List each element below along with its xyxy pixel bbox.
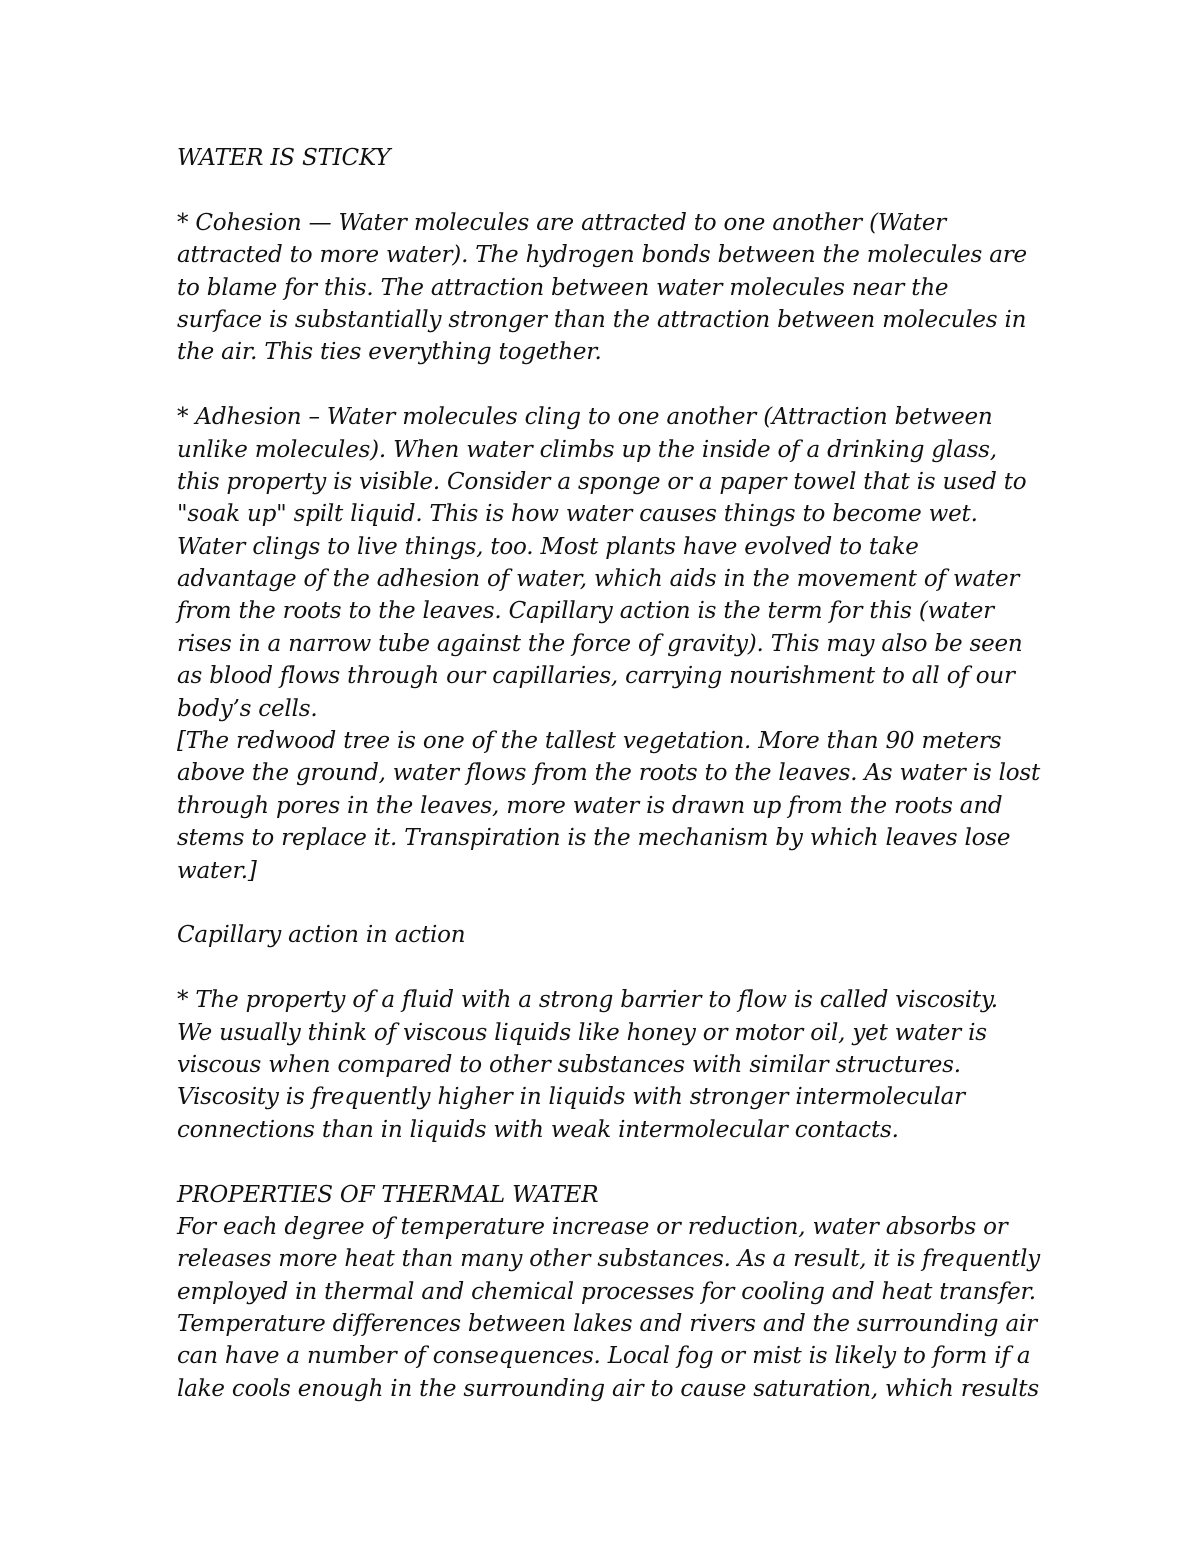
paragraph-line: lake cools enough in the surrounding air to cause saturation, which results	[177, 1375, 1039, 1402]
viscosity-paragraph	[177, 984, 1037, 1146]
cohesion-paragraph	[177, 207, 1037, 369]
paragraph-spacer	[177, 174, 1037, 206]
paragraph-line: above the ground, water flows from the roots to the leaves. As water is lost	[177, 760, 1040, 787]
thermal-paragraph	[177, 1211, 1040, 1405]
paragraph-line: advantage of the adhesion of water, which aids in the movement of water	[177, 566, 1020, 593]
paragraph-line: body’s cells.	[177, 695, 318, 722]
paragraph-line: * Cohesion — Water molecules are attracted to one another (Water	[177, 209, 947, 236]
paragraph-line: For each degree of temperature increase or reduction, water absorbs or	[177, 1213, 1008, 1240]
paragraph-line: as blood flows through our capillaries, carrying nourishment to all of our	[177, 663, 1015, 690]
paragraph-line: We usually think of viscous liquids like honey or motor oil, yet water is	[177, 1019, 987, 1046]
paragraph-line: Water clings to live things, too. Most plants have evolved to take	[177, 533, 919, 560]
paragraph-line: through pores in the leaves, more water is drawn up from the roots and	[177, 792, 1003, 819]
paragraph-spacer	[177, 952, 1037, 984]
paragraph-line: from the roots to the leaves. Capillary action is the term for this (water	[177, 598, 994, 625]
paragraph-line: "soak up" spilt liquid. This is how water causes things to become wet.	[177, 501, 978, 528]
paragraph-line: [The redwood tree is one of the tallest vegetation. More than 90 meters	[177, 728, 1002, 755]
paragraph-line: viscous when compared to other substances with similar structures.	[177, 1051, 961, 1078]
paragraph-line: Temperature differences between lakes and rivers and the surrounding air	[177, 1311, 1037, 1338]
paragraph-spacer	[177, 369, 1037, 401]
paragraph-spacer	[177, 1146, 1037, 1178]
paragraph-line: Viscosity is frequently higher in liquids with stronger intermolecular	[177, 1084, 965, 1111]
adhesion-paragraph	[177, 401, 1037, 725]
paragraph-line: rises in a narrow tube against the force of gravity). This may also be seen	[177, 630, 1023, 657]
paragraph-line: * The property of a fluid with a strong barrier to flow is called viscosity.	[177, 987, 998, 1014]
document-title: WATER IS STICKY	[177, 145, 391, 171]
paragraph-spacer	[177, 887, 1037, 919]
paragraph-line: connections than in liquids with weak intermolecular contacts.	[177, 1116, 899, 1143]
paragraph-line: employed in thermal and chemical processes for cooling and heat transfer.	[177, 1278, 1036, 1305]
paragraph-line: can have a number of consequences. Local fog or mist is likely to form if a	[177, 1343, 1031, 1370]
paragraph-line: the air. This ties everything together.	[177, 339, 602, 366]
document-body	[177, 142, 1040, 1405]
paragraph-line: unlike molecules). When water climbs up the inside of a drinking glass,	[177, 436, 997, 463]
paragraph-line: water.]	[177, 857, 257, 884]
paragraph-line: surface is substantially stronger than the attraction between molecules in	[177, 306, 1027, 333]
capillary-caption: Capillary action in action	[177, 922, 466, 949]
redwood-paragraph	[177, 725, 1040, 887]
paragraph-line: to blame for this. The attraction between water molecules near the	[177, 274, 949, 301]
paragraph-line: this property is visible. Consider a sponge or a paper towel that is used to	[177, 468, 1027, 495]
thermal-heading: PROPERTIES OF THERMAL WATER	[177, 1181, 599, 1208]
paragraph-line: releases more heat than many other substances. As a result, it is frequently	[177, 1246, 1040, 1273]
paragraph-line: stems to replace it. Transpiration is the mechanism by which leaves lose	[177, 825, 1011, 852]
paragraph-line: * Adhesion – Water molecules cling to one another (Attraction between	[177, 404, 993, 431]
paragraph-line: attracted to more water). The hydrogen bonds between the molecules are	[177, 242, 1027, 269]
